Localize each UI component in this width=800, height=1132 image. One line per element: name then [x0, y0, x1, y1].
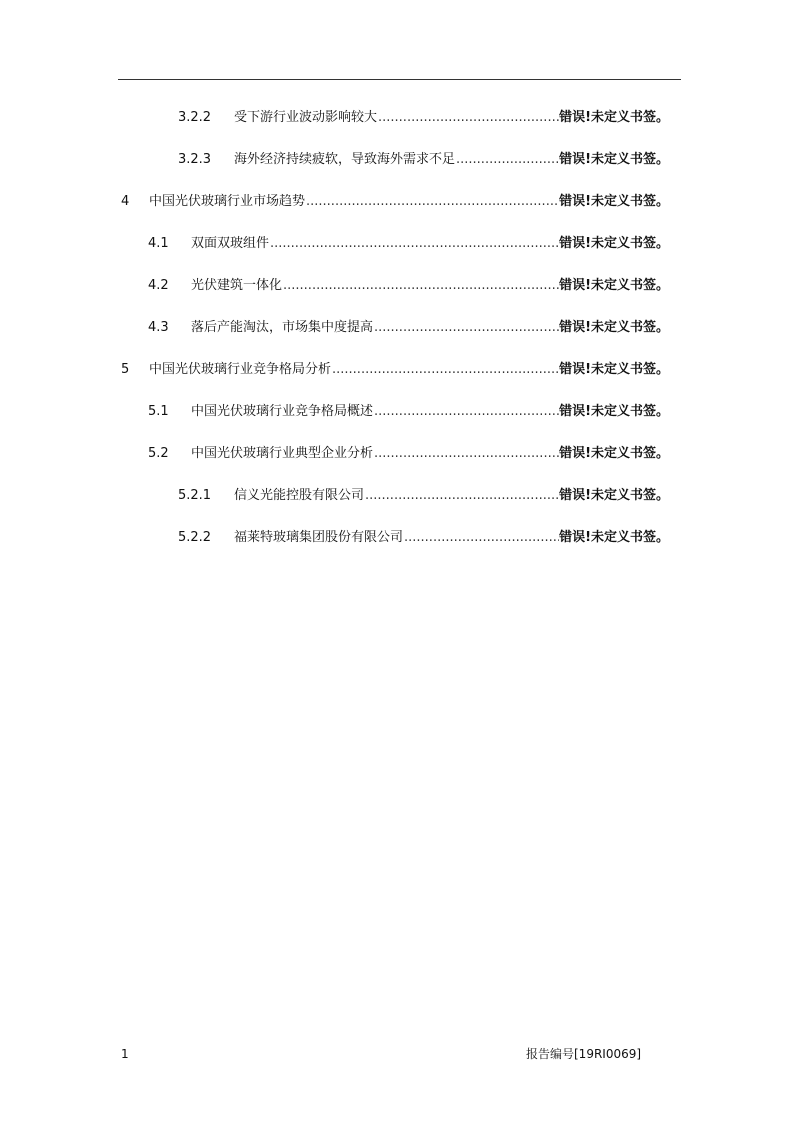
toc-entry[interactable] — [0, 442, 800, 466]
page-number: 1 — [121, 1047, 129, 1061]
toc-entry-title-text: 双面双玻组件 — [191, 236, 270, 251]
toc-entry-number: 5.2.1 — [178, 488, 212, 503]
toc-entry-page-ref: 错误!未定义书签。 — [559, 358, 669, 382]
toc-entry-page-ref: 错误!未定义书签。 — [559, 148, 669, 172]
toc-entry[interactable] — [0, 526, 800, 550]
toc-entry-title-text: 海外经济持续疲软，导致海外需求不足 — [234, 152, 456, 167]
toc-entry[interactable] — [0, 400, 800, 424]
toc-entry-page-ref: 错误!未定义书签。 — [559, 274, 669, 298]
toc-entry-number: 4.2 — [148, 278, 169, 293]
toc-entry-title — [191, 400, 560, 424]
toc-entry-title-text: 中国光伏玻璃行业竞争格局分析 — [149, 362, 332, 377]
toc-entry-title — [149, 358, 560, 382]
toc-entry-title — [234, 526, 560, 550]
toc-entry-page-ref: 错误!未定义书签。 — [559, 442, 669, 466]
toc-entry-title — [191, 274, 560, 298]
toc-entry-page-ref: 错误!未定义书签。 — [559, 316, 669, 340]
toc-entry-title-text: 光伏建筑一体化 — [191, 278, 283, 293]
toc-entry[interactable] — [0, 148, 800, 172]
toc-entry-page-ref: 错误!未定义书签。 — [559, 232, 669, 256]
toc-entry[interactable] — [0, 316, 800, 340]
toc-entry-page-ref: 错误!未定义书签。 — [559, 400, 669, 424]
toc-entry-number: 4.3 — [148, 320, 169, 335]
toc-entry-page-ref: 错误!未定义书签。 — [559, 106, 669, 130]
toc-entry-title — [191, 316, 560, 340]
toc-entry-title — [191, 442, 560, 466]
toc-entry-number: 4.1 — [148, 236, 169, 251]
toc-entry-number: 4 — [121, 194, 130, 209]
toc-entry-number: 5.2 — [148, 446, 169, 461]
toc-entry-title — [234, 148, 560, 172]
toc-entry[interactable] — [0, 232, 800, 256]
toc-entry[interactable] — [0, 106, 800, 130]
toc-entry[interactable] — [0, 358, 800, 382]
toc-entry-title-text: 中国光伏玻璃行业竞争格局概述 — [191, 404, 374, 419]
toc-entry[interactable] — [0, 274, 800, 298]
toc-entry-title-text: 落后产能淘汰，市场集中度提高 — [191, 320, 374, 335]
toc-entry-number: 5.2.2 — [178, 530, 212, 545]
toc-entry-title — [191, 232, 560, 256]
toc-entry[interactable] — [0, 484, 800, 508]
toc-entry-page-ref: 错误!未定义书签。 — [559, 526, 669, 550]
toc-entry-title-text: 信义光能控股有限公司 — [234, 488, 365, 503]
toc-entry-page-ref: 错误!未定义书签。 — [559, 190, 669, 214]
toc-entry-title — [234, 484, 560, 508]
toc-entry-title — [149, 190, 560, 214]
toc-entry[interactable] — [0, 190, 800, 214]
toc-entry-number: 3.2.2 — [178, 110, 212, 125]
toc-entry-page-ref: 错误!未定义书签。 — [559, 484, 669, 508]
toc-entry-title-text: 中国光伏玻璃行业市场趋势 — [149, 194, 306, 209]
toc-entry-title-text: 福莱特玻璃集团股份有限公司 — [234, 530, 404, 545]
report-code: 报告编号[19RI0069] — [526, 1047, 642, 1061]
toc-entry-title-text: 受下游行业波动影响较大 — [234, 110, 378, 125]
toc-entry-title-text: 中国光伏玻璃行业典型企业分析 — [191, 446, 374, 461]
toc-entry-number: 3.2.3 — [178, 152, 212, 167]
toc-entry-title — [234, 106, 560, 130]
header-rule — [118, 79, 681, 80]
toc-entry-number: 5.1 — [148, 404, 169, 419]
toc-entry-number: 5 — [121, 362, 130, 377]
